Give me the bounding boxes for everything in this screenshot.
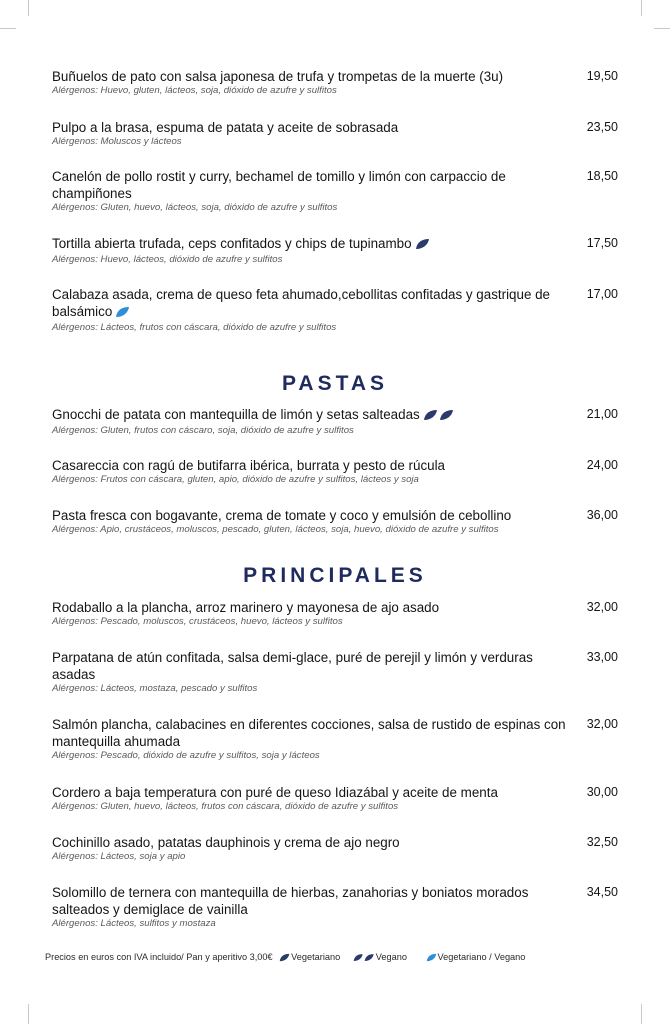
dish-name: Cochinillo asado, patatas dauphinois y crema de ajo negro (52, 835, 400, 850)
section-title-pastas: PASTAS (281, 372, 389, 395)
dish-name: Buñuelos de pato con salsa japonesa de trufa y trompetas de la muerte (3u) (52, 69, 504, 84)
menu-item (52, 68, 618, 97)
dish-name: Rodaballo a la plancha, arroz marinero y mayonesa de ajo asado (52, 600, 440, 615)
dish-name-text: Gnocchi de patata con mantequilla de limón y setas salteadas (52, 407, 420, 422)
dish-price: 18,50 (586, 169, 618, 183)
legend-vegetarian-label: Vegetariano (291, 952, 341, 962)
dish-price: 19,50 (586, 69, 618, 83)
dish-price: 30,00 (586, 785, 618, 799)
dish-allergens: Alérgenos: Lácteos, mostaza, pescado y sulfitos (52, 683, 258, 694)
legend-vegetarian-vegan (426, 952, 526, 964)
vegan-double-leaf-icon (353, 953, 375, 964)
dish-allergens: Alérgenos: Gluten, frutos con cáscaro, soja, dióxido de azufre y sulfitos (52, 425, 354, 436)
crop-mark (654, 28, 670, 29)
dish-name: Pasta fresca con bogavante, crema de tomate y coco y emulsión de cebollino (52, 508, 512, 523)
dish-price: 34,50 (586, 885, 618, 899)
dish-name (52, 406, 567, 425)
menu-item (52, 649, 618, 695)
dish-name: Canelón de pollo rostit y curry, bechamel de tomillo y limón con carpaccio de champiñones (52, 169, 506, 201)
crop-mark (641, 1004, 642, 1024)
menu-item (52, 119, 618, 148)
crop-mark (641, 0, 642, 16)
dish-name: Pulpo a la brasa, espuma de patata y aceite de sobrasada (52, 120, 399, 135)
dish-price: 17,50 (586, 236, 618, 250)
dish-name: Salmón plancha, calabacines en diferentes cocciones, salsa de rustido de espinas con mantequilla ahumada (52, 717, 566, 749)
dish-price: 33,00 (586, 650, 618, 664)
menu-item (52, 507, 618, 536)
menu-item (52, 599, 618, 628)
vegetarian-vegan-leaf-icon (115, 305, 130, 322)
dish-name: Cordero a baja temperatura con puré de queso Idiazábal y aceite de menta (52, 785, 498, 800)
legend-vegetarian (279, 952, 340, 964)
menu-item (52, 406, 618, 437)
dish-allergens: Alérgenos: Apio, crustáceos, moluscos, pescado, gluten, lácteos, soja, huevo, dióxido de azufre y sulfitos (52, 524, 499, 535)
dish-allergens: Alérgenos: Huevo, lácteos, dióxido de azufre y sulfitos (52, 254, 283, 265)
legend-vegan-label: Vegano (375, 952, 407, 962)
menu-item (52, 286, 618, 334)
dish-name-text: Calabaza asada, crema de queso feta ahumado,cebollitas confitadas y gastrique de balsámico (52, 287, 551, 319)
crop-mark (0, 28, 16, 29)
dish-name (52, 286, 567, 322)
menu-item (52, 457, 618, 486)
dish-price: 32,50 (586, 835, 618, 849)
dish-price: 17,00 (586, 287, 618, 301)
crop-mark (28, 0, 29, 16)
menu-item (52, 834, 618, 863)
legend-vegan (353, 952, 407, 964)
dish-price: 21,00 (586, 407, 618, 421)
dish-allergens: Alérgenos: Lácteos, soja y apio (52, 851, 186, 862)
dish-allergens: Alérgenos: Huevo, gluten, lácteos, soja, dióxido de azufre y sulfitos (52, 85, 337, 96)
menu-item (52, 716, 618, 762)
dish-price: 36,00 (586, 508, 618, 522)
dish-allergens: Alérgenos: Frutos con cáscara, gluten, apio, dióxido de azufre y sulfitos, lácteos y soja (52, 474, 419, 485)
menu-item (52, 235, 618, 266)
dish-allergens: Alérgenos: Moluscos y lácteos (52, 136, 182, 147)
dish-name: Parpatana de atún confitada, salsa demi-glace, puré de perejil y limón y verduras asadas (52, 650, 533, 682)
dish-price: 32,00 (586, 717, 618, 731)
menu-item (52, 168, 618, 214)
menu-item (52, 884, 618, 930)
vegetarian-vegan-leaf-icon (426, 953, 437, 964)
dish-price: 32,00 (586, 600, 618, 614)
footer-legend (45, 952, 525, 964)
dish-allergens: Alérgenos: Pescado, moluscos, crustáceos, huevo, lácteos y sulfitos (52, 616, 343, 627)
dish-name: Solomillo de ternera con mantequilla de hierbas, zanahorias y boniatos morados salteados y demiglace de vainilla (52, 885, 529, 917)
price-note: Precios en euros con IVA incluido/ Pan y aperitivo 3,00€ (45, 952, 273, 962)
dish-name-text: Tortilla abierta trufada, ceps confitados y chips de tupinambo (52, 236, 412, 251)
dish-name: Casareccia con ragú de butifarra ibérica, burrata y pesto de rúcula (52, 458, 446, 473)
vegetarian-leaf-icon (415, 237, 430, 254)
dish-allergens: Alérgenos: Lácteos, sulfitos y mostaza (52, 918, 216, 929)
dish-allergens: Alérgenos: Pescado, dióxido de azufre y sulfitos, soja y lácteos (52, 750, 320, 761)
dish-name (52, 235, 567, 254)
dish-allergens: Alérgenos: Lácteos, frutos con cáscara, dióxido de azufre y sulfitos (52, 322, 337, 333)
dish-allergens: Alérgenos: Gluten, huevo, lácteos, soja, dióxido de azufre y sulfitos (52, 202, 338, 213)
menu-item (52, 784, 618, 813)
dish-price: 24,00 (586, 458, 618, 472)
vegetarian-leaf-icon (279, 953, 290, 964)
crop-mark (28, 1004, 29, 1024)
legend-both-label: Vegetariano / Vegano (437, 952, 526, 962)
dish-allergens: Alérgenos: Gluten, huevo, lácteos, frutos con cáscara, dióxido de azufre y sulfitos (52, 801, 399, 812)
dish-price: 23,50 (586, 120, 618, 134)
vegan-double-leaf-icon (423, 408, 455, 425)
section-title-principales: PRINCIPALES (243, 564, 427, 587)
